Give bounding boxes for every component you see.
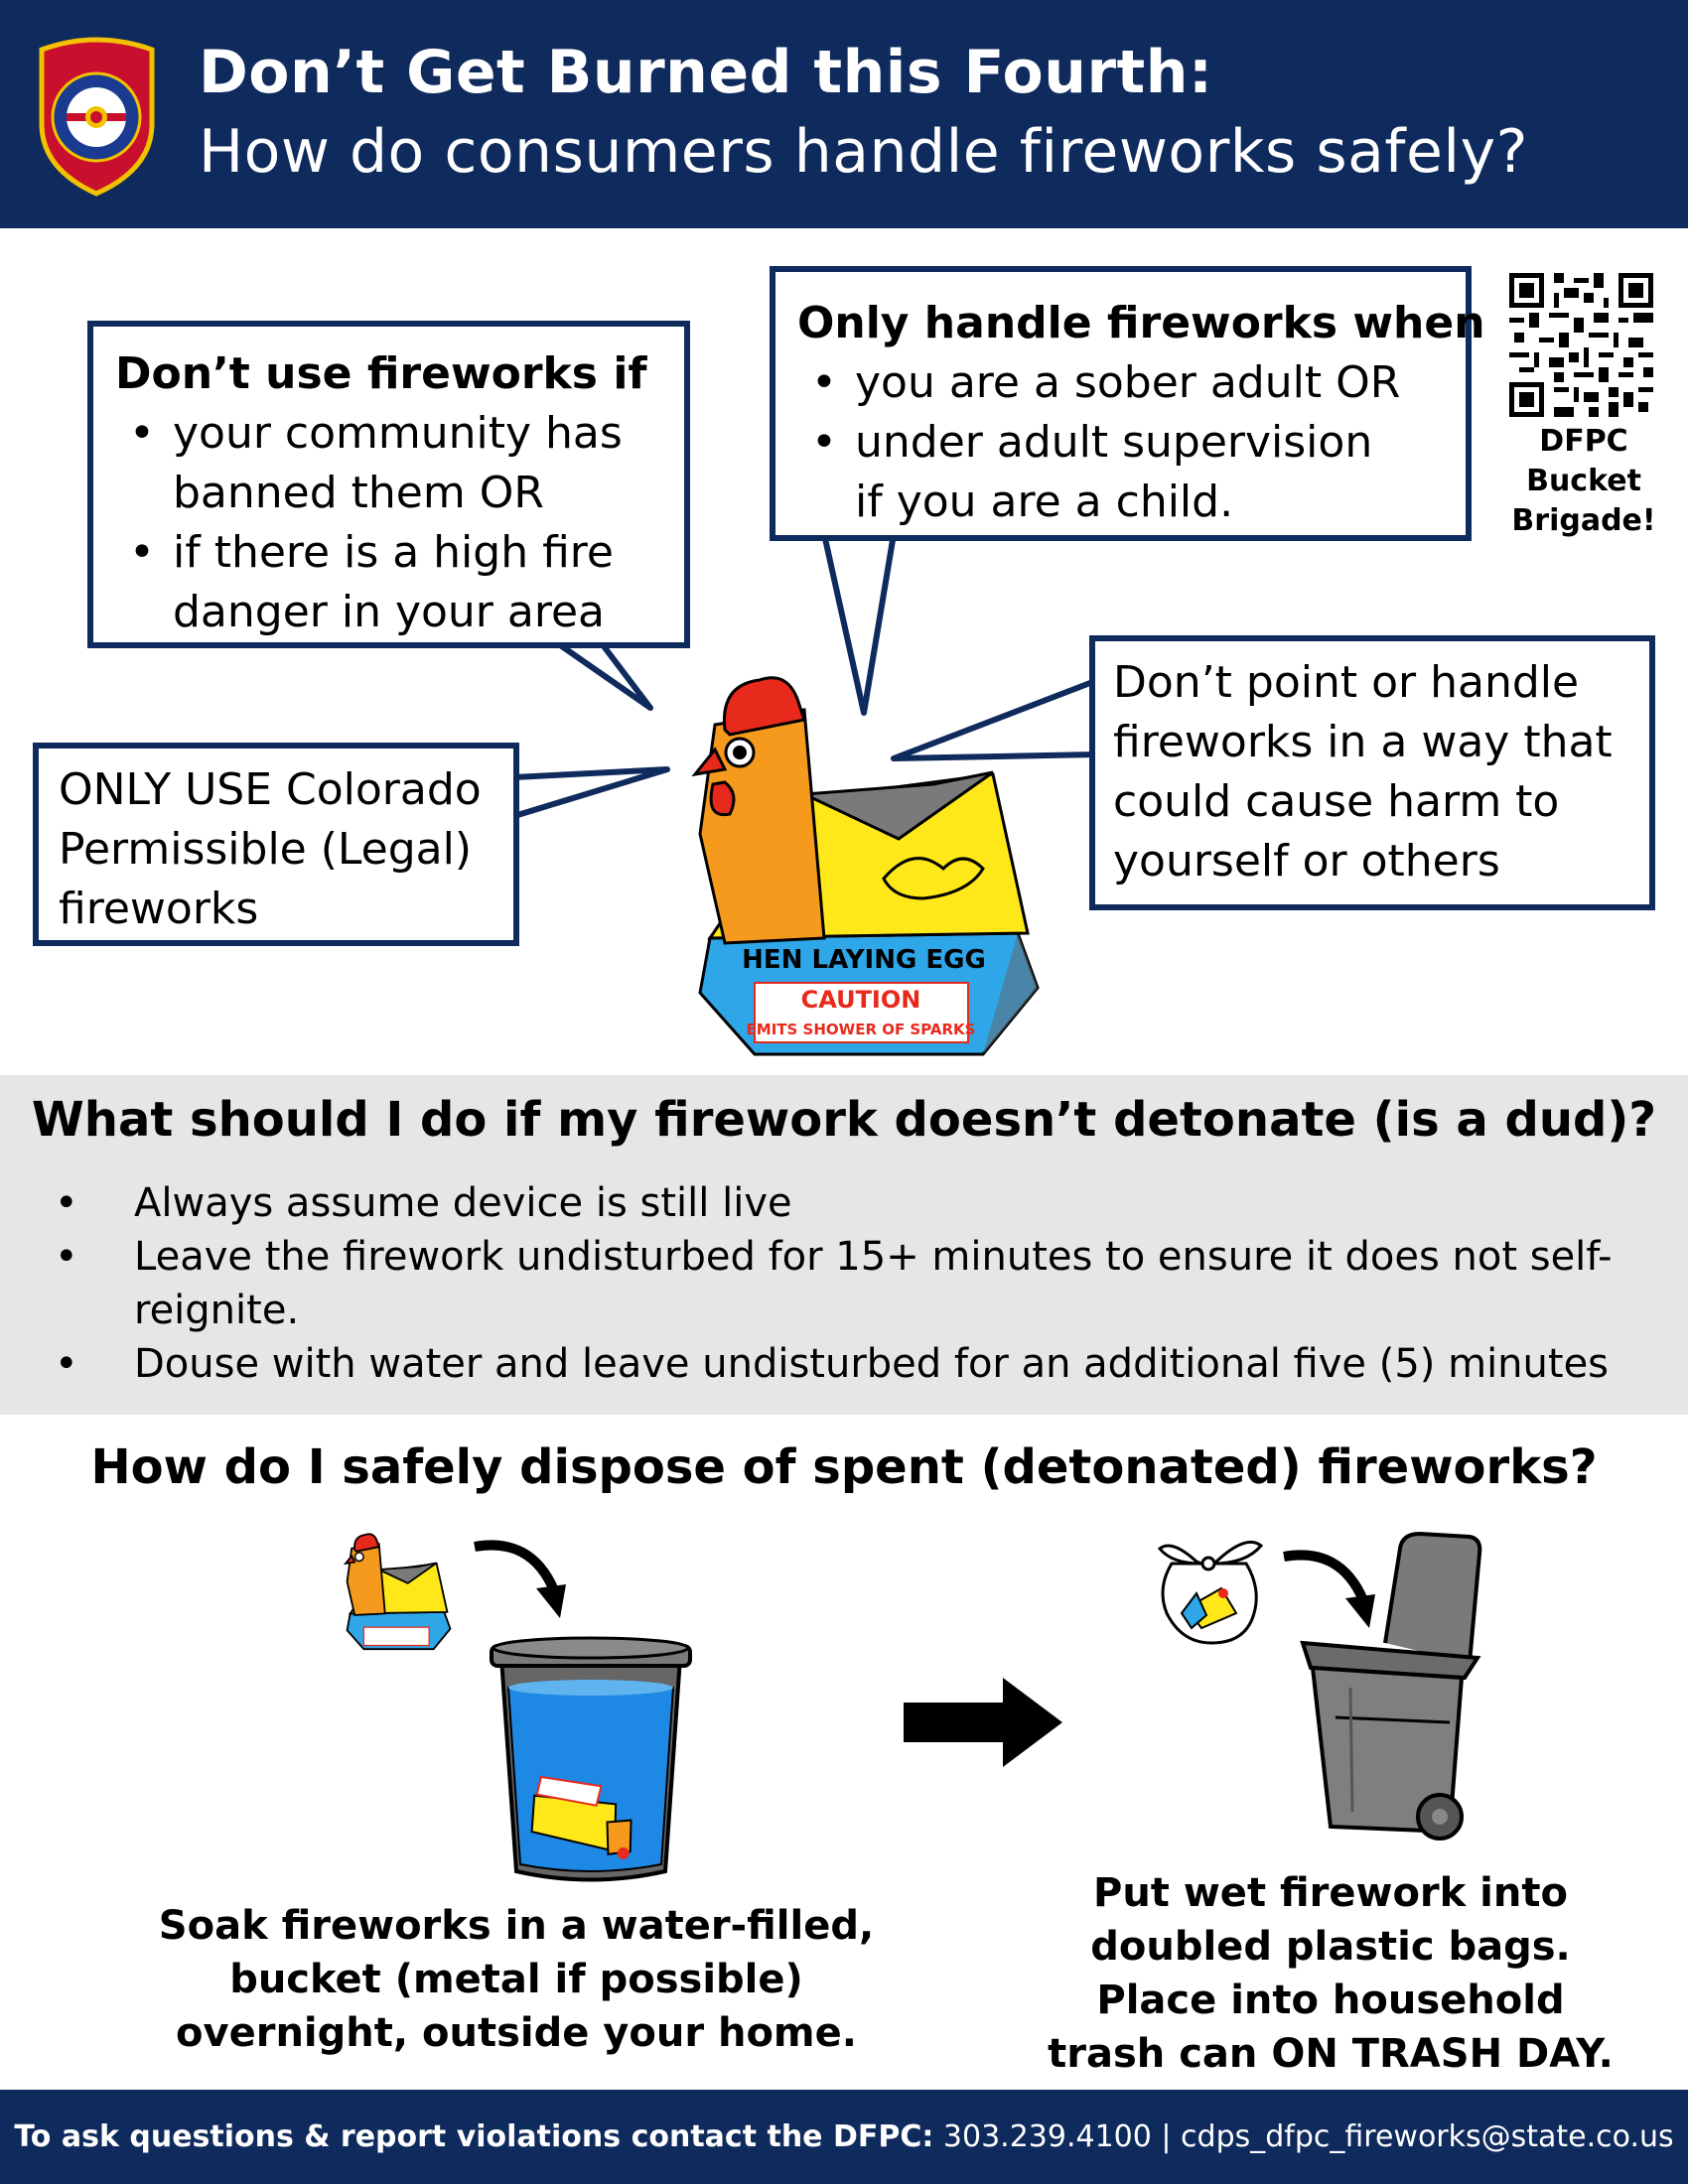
dud-heading: What should I do if my firework doesn’t detonate (is a dud)? [31,1092,1657,1148]
page-subtitle: How do consumers handle fireworks safely? [199,117,1528,187]
dispose-heading: How do I safely dispose of spent (detonated) fireworks? [90,1439,1598,1495]
bubble-dont-use [87,321,690,648]
dud-list [55,1176,1663,1391]
bubble-only-handle-title: Only handle fireworks when [797,298,1485,348]
list-item: • under adult supervision [797,413,1446,473]
bubble-only-handle [770,266,1485,541]
list-item: • Leave the firework undisturbed for 15+ minutes to ensure it does not self-reignite. [55,1230,1663,1337]
bubble-only-use [33,743,519,946]
list-item: • Douse with water and leave undisturbed for an additional five (5) minutes [55,1337,1663,1391]
right-arrow-icon [904,1678,1062,1767]
hen-warning-text: EMITS SHOWER OF SPARKS [746,1021,976,1038]
curved-arrow-icon [467,1529,576,1628]
bubble-only-handle-tail: if you are a child. [855,477,1234,527]
list-item: • Always assume device is still live [55,1176,1663,1230]
header-banner [0,0,1688,228]
plastic-bag-icon [1152,1534,1266,1648]
list-item: • if there is a high fire danger in your area [115,523,664,642]
step2-caption: Put wet firework into doubled plastic bags. Place into household trash can ON TRASH DAY. [1048,1870,1614,2077]
list-item: • your community has banned them OR [115,404,664,523]
qr-label-line: Brigade! [1511,503,1656,538]
bubble-dont-point [1089,635,1655,910]
hen-firework-illustration [685,665,1043,1062]
page-title: Don’t Get Burned this Fourth: [199,38,1213,107]
bubble-dont-point-text: Don’t point or handle fireworks in a way that could cause harm to yourself or others [1113,657,1613,887]
bubble-dont-use-title: Don’t use fireworks if [115,348,647,399]
dfpc-seal-icon [30,30,164,199]
water-bucket-icon [487,1628,695,1886]
qr-label-line: DFPC [1539,424,1628,459]
trash-can-icon [1291,1529,1489,1846]
footer-contact: 303.239.4100 | cdps_dfpc_fireworks@state.co.us [942,2119,1674,2154]
footer-banner [0,2090,1688,2184]
hen-caution-text: CAUTION [800,986,921,1014]
small-hen-icon [343,1529,452,1653]
list-item: • you are a sober adult OR [797,353,1446,413]
qr-label [1499,422,1668,541]
footer-lead: To ask questions & report violations contact the DFPC: [14,2119,934,2154]
hen-label-text: HEN LAYING EGG [742,945,986,975]
step1-caption: Soak fireworks in a water-filled, bucket (metal if possible) overnight, outside your home. [158,1903,875,2056]
bubble-only-use-text: ONLY USE Colorado Permissible (Legal) fireworks [59,764,482,934]
qr-label-line: Bucket [1526,464,1641,498]
qr-code-icon [1509,273,1653,417]
